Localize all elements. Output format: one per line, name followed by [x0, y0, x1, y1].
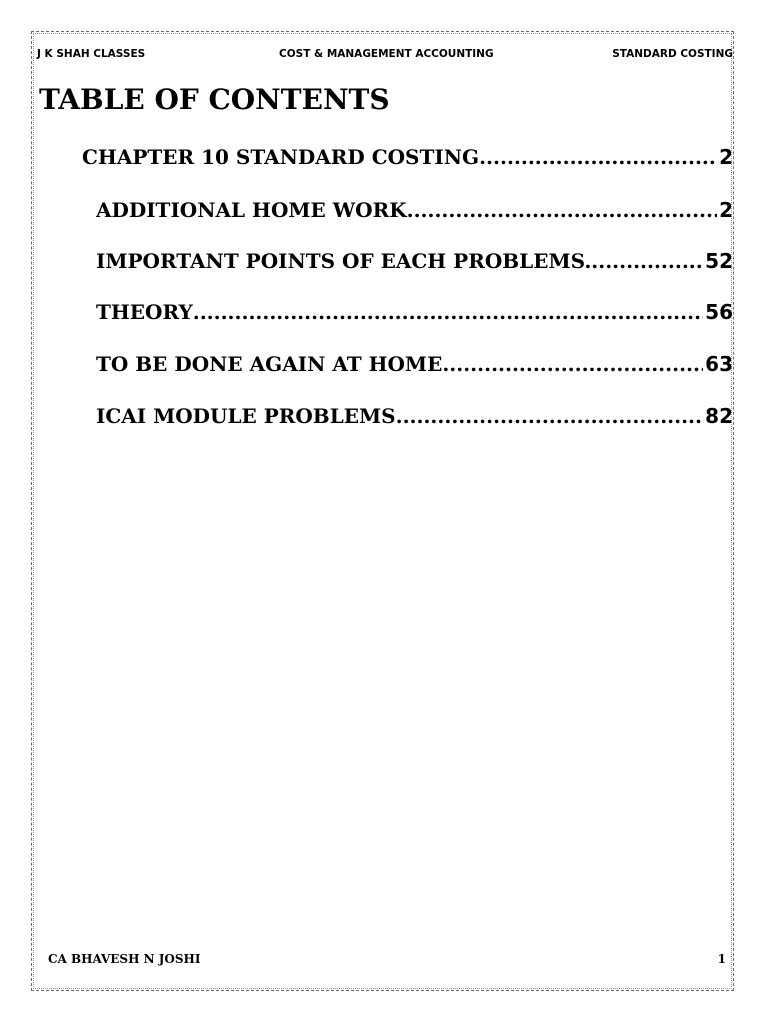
toc-entry-additional-home-work[interactable]: [96, 195, 733, 225]
toc-leader-dots: [396, 401, 704, 431]
toc-entry-label: IMPORTANT POINTS OF EACH PROBLEMS.: [96, 249, 592, 273]
toc-entry-label: ADDITIONAL HOME WORK: [96, 198, 407, 222]
toc-entry-icai-module[interactable]: [96, 401, 733, 431]
toc-leader-dots: [407, 195, 717, 225]
toc-entry-important-points[interactable]: [96, 246, 733, 276]
toc-entry-label: ICAI MODULE PROBLEMS: [96, 404, 396, 428]
header-chapter: STANDARD COSTING: [612, 48, 733, 60]
toc-entry-page: 63: [705, 352, 733, 376]
toc-entry-page: 52: [705, 249, 733, 273]
toc-leader-dots: [193, 297, 703, 327]
toc-entry-label: TO BE DONE AGAIN AT HOME: [96, 352, 443, 376]
toc-leader-dots: [442, 349, 703, 379]
header-institute: J K SHAH CLASSES: [37, 48, 146, 60]
toc-title: TABLE OF CONTENTS: [39, 83, 390, 116]
toc-entry-page: 2: [719, 198, 733, 222]
toc-entry-label: THEORY: [96, 300, 193, 324]
toc-leader-dots: [479, 142, 717, 172]
toc-entry-to-be-done-again[interactable]: [96, 349, 733, 379]
toc-entry-page: 2: [719, 145, 733, 169]
toc-entry-label: CHAPTER 10 STANDARD COSTING: [82, 145, 480, 169]
page-header: [37, 48, 733, 64]
toc-entry-page: 82: [705, 404, 733, 428]
page-border: [31, 31, 734, 991]
toc-entry-theory[interactable]: [96, 297, 733, 327]
toc-leader-dots: [591, 246, 703, 276]
header-subject: COST & MANAGEMENT ACCOUNTING: [279, 48, 494, 60]
footer-author: CA BHAVESH N JOSHI: [48, 952, 201, 966]
page-footer: [48, 952, 726, 970]
toc-entry-chapter[interactable]: [82, 142, 733, 172]
footer-page-number: 1: [717, 952, 726, 966]
toc-entry-page: 56: [705, 300, 733, 324]
